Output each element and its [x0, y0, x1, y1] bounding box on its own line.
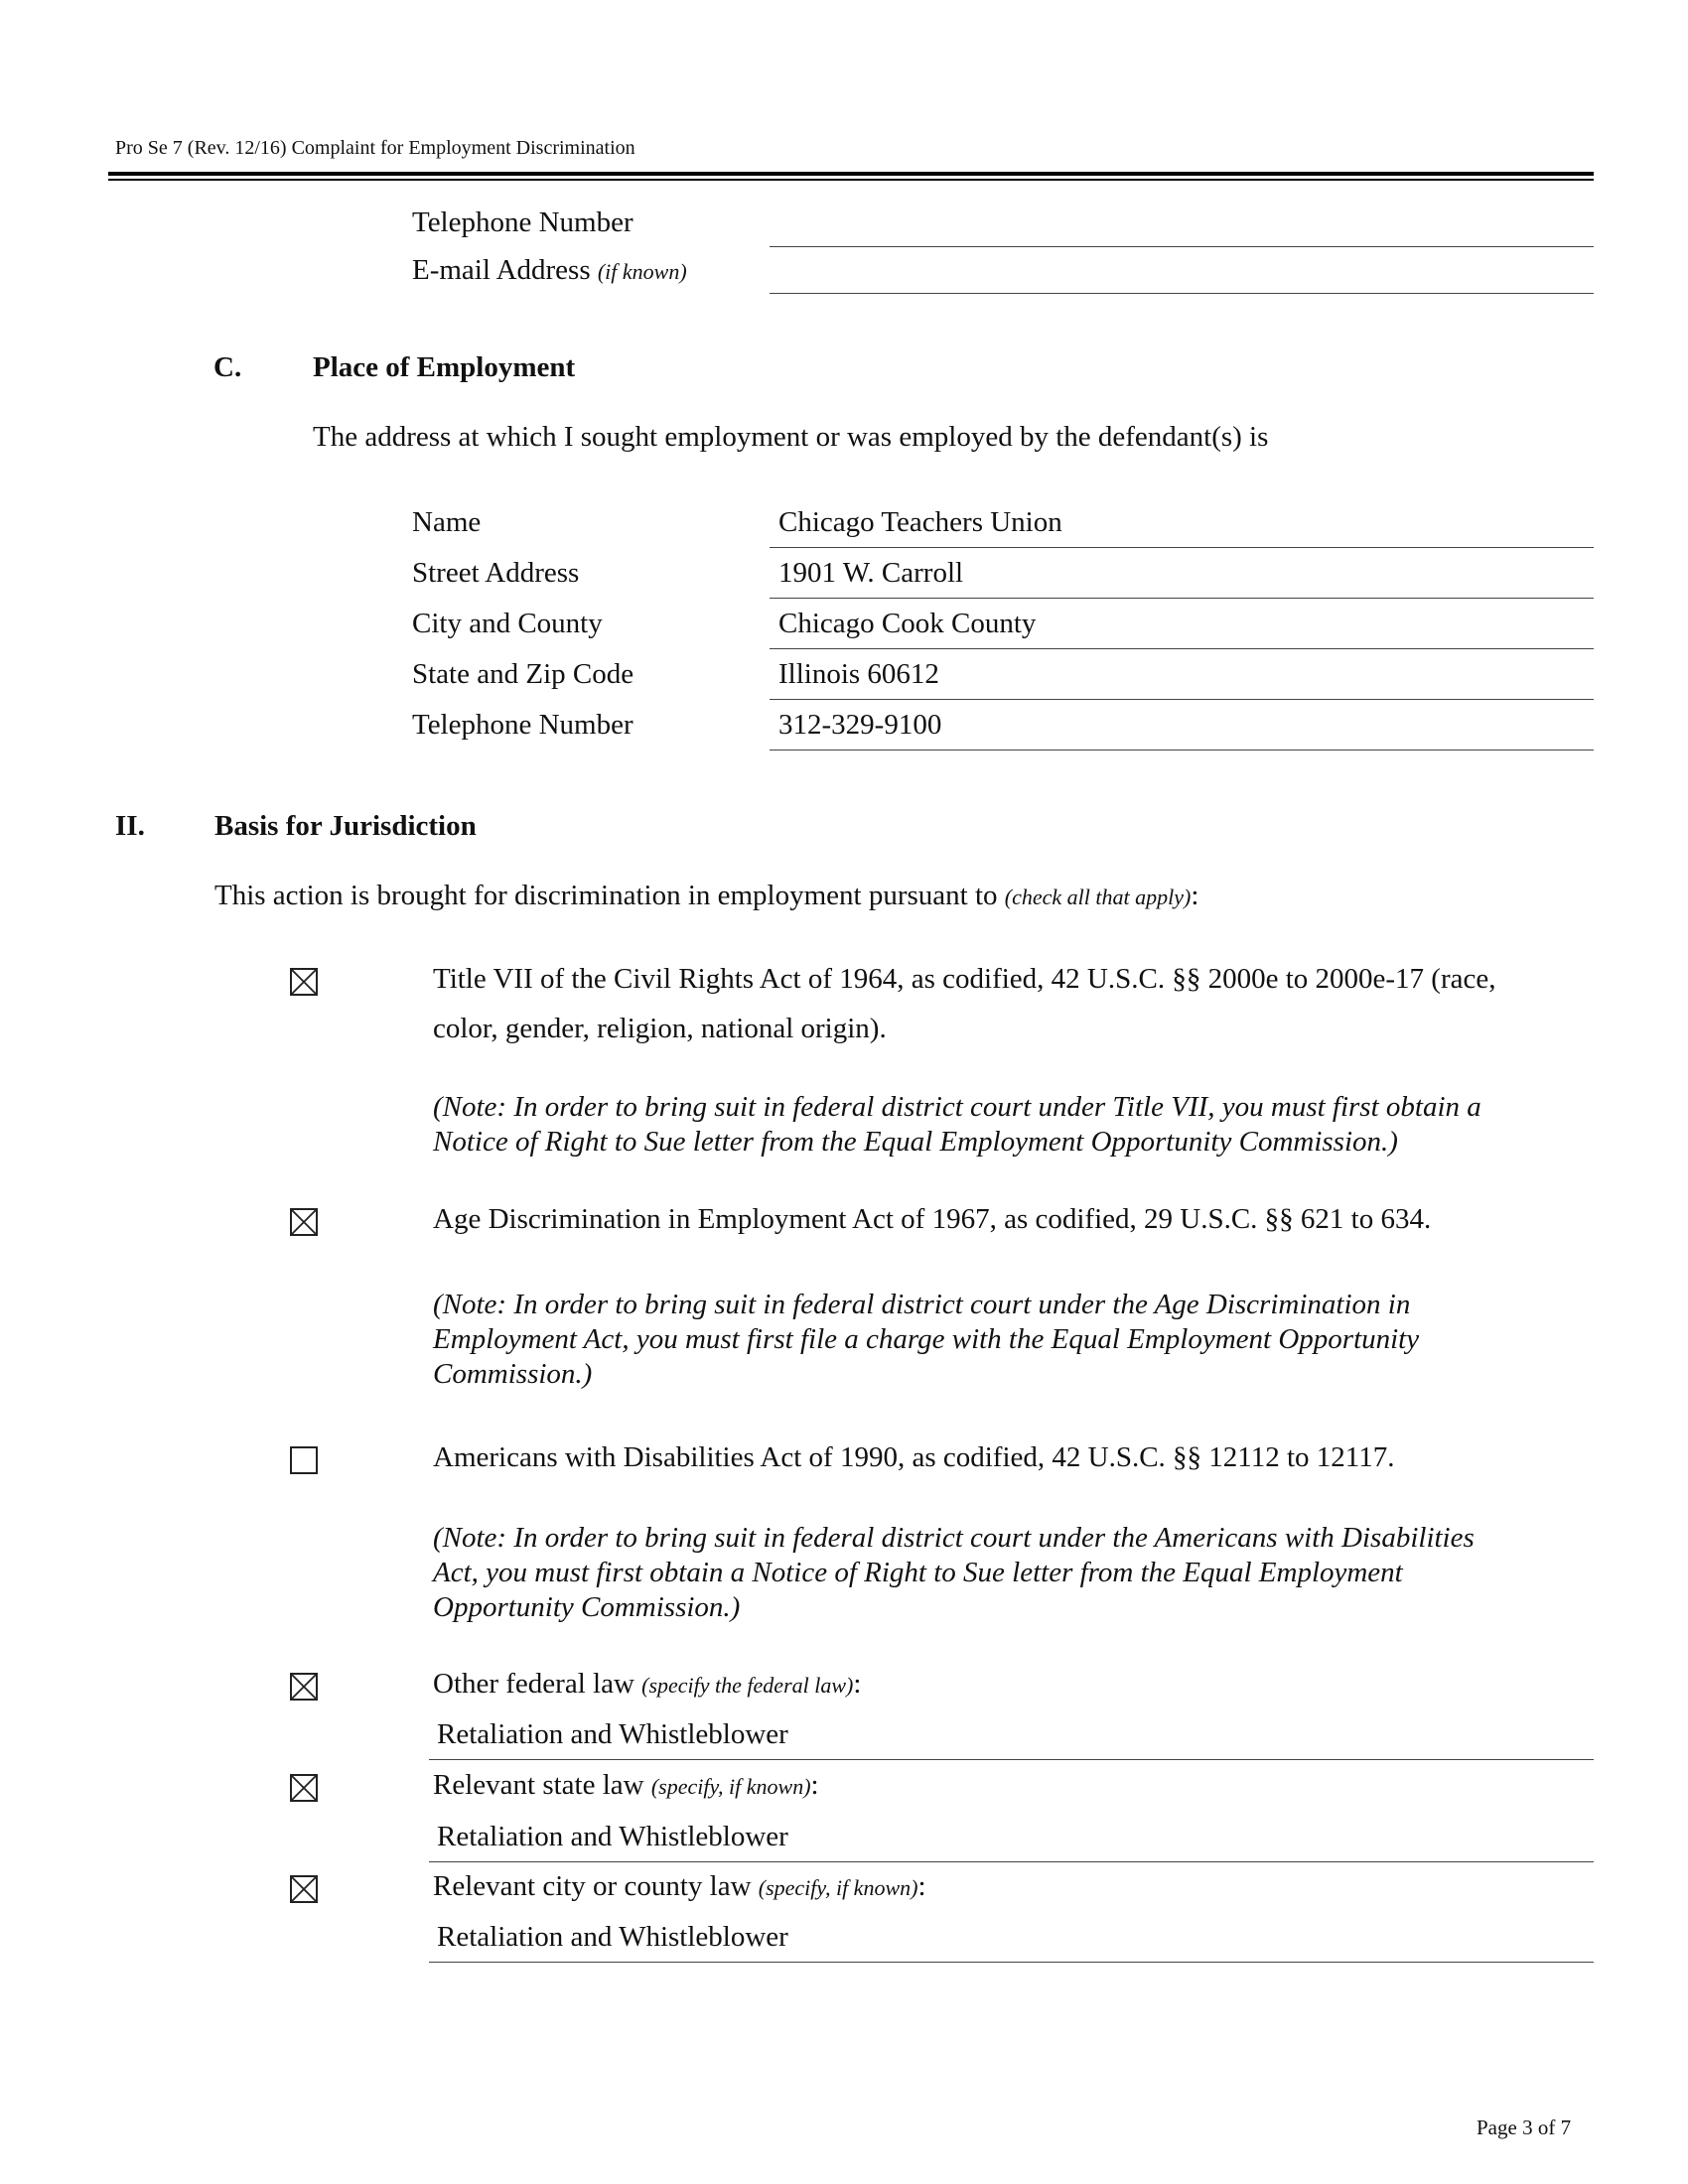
state-law-suffix: : — [810, 1769, 819, 1801]
email-field-line — [770, 293, 1594, 294]
state-law-line — [429, 1861, 1594, 1862]
other-federal-law-label — [433, 1668, 861, 1701]
state-zip-label: State and Zip Code — [412, 658, 634, 690]
section-ii-intro-hint: (check all that apply) — [1004, 885, 1192, 909]
telephone-label: Telephone Number — [412, 206, 633, 238]
city-county-law-value[interactable]: Retaliation and Whistleblower — [437, 1921, 788, 1953]
checkbox-x-icon — [292, 1210, 316, 1234]
street-address-value[interactable]: 1901 W. Carroll — [778, 557, 964, 589]
email-label-text: E-mail Address — [412, 254, 591, 286]
city-county-law-label — [433, 1870, 926, 1903]
other-federal-law-label-text: Other federal law — [433, 1668, 634, 1700]
city-county-law-hint: (specify, if known) — [758, 1875, 918, 1900]
header-rule-thin — [108, 179, 1594, 181]
employer-telephone-label: Telephone Number — [412, 709, 633, 741]
city-county-value[interactable]: Chicago Cook County — [778, 608, 1037, 639]
city-county-label: City and County — [412, 608, 603, 639]
page-number: Page 3 of 7 — [1477, 2116, 1572, 2139]
checkbox-x-icon — [292, 1776, 316, 1800]
telephone-field-line — [770, 246, 1594, 247]
other-federal-law-suffix: : — [853, 1668, 862, 1700]
street-address-label: Street Address — [412, 557, 580, 589]
email-label — [412, 254, 687, 287]
section-ii-intro — [214, 880, 1198, 912]
employer-name-line — [770, 547, 1594, 548]
employer-telephone-line — [770, 750, 1594, 751]
other-federal-law-checkbox[interactable] — [290, 1673, 318, 1701]
state-law-value[interactable]: Retaliation and Whistleblower — [437, 1821, 788, 1852]
section-ii-numeral: II. — [115, 810, 145, 842]
city-county-law-suffix: : — [917, 1870, 926, 1902]
state-law-label-text: Relevant state law — [433, 1769, 644, 1801]
header-rule — [108, 172, 1594, 176]
adea-note: (Note: In order to bring suit in federal district court under the Age Discrimination in Employment Act, you must first file a charge with the Equal Employment Opportunity Commission.) — [433, 1289, 1420, 1390]
city-county-law-label-text: Relevant city or county law — [433, 1870, 752, 1902]
section-ii-intro-text: This action is brought for discrimination in employment pursuant to — [214, 880, 998, 911]
state-law-label — [433, 1769, 819, 1802]
title-vii-checkbox[interactable] — [290, 968, 318, 996]
checkbox-x-icon — [292, 1675, 316, 1699]
state-law-checkbox[interactable] — [290, 1774, 318, 1802]
section-ii-intro-suffix: : — [1191, 880, 1199, 911]
other-federal-law-hint: (specify the federal law) — [641, 1673, 854, 1698]
adea-text: Age Discrimination in Employment Act of 1967, as codified, 29 U.S.C. §§ 621 to 634. — [433, 1203, 1432, 1235]
state-zip-line — [770, 699, 1594, 700]
title-vii-text-line1: Title VII of the Civil Rights Act of 1964, as codified, 42 U.S.C. §§ 2000e to 2000e-17 (race, — [433, 963, 1496, 995]
city-county-law-checkbox[interactable] — [290, 1875, 318, 1903]
checkbox-x-icon — [292, 970, 316, 994]
checkbox-x-icon — [292, 1877, 316, 1901]
employer-telephone-value[interactable]: 312-329-9100 — [778, 709, 942, 741]
section-ii-title: Basis for Jurisdiction — [214, 810, 477, 842]
email-hint: (if known) — [597, 259, 687, 284]
section-c-letter: C. — [213, 351, 242, 383]
section-c-intro: The address at which I sought employment or was employed by the defendant(s) is — [313, 421, 1269, 453]
other-federal-law-line — [429, 1759, 1594, 1760]
section-c-title: Place of Employment — [313, 351, 576, 383]
street-address-line — [770, 598, 1594, 599]
title-vii-text-line2: color, gender, religion, national origin). — [433, 1013, 887, 1044]
adea-checkbox[interactable] — [290, 1208, 318, 1236]
employer-name-label: Name — [412, 506, 482, 538]
city-county-line — [770, 648, 1594, 649]
state-law-hint: (specify, if known) — [650, 1774, 811, 1799]
ada-note: (Note: In order to bring suit in federal district court under the Americans with Disabilities Act, you must first obtain a Notice of Right to Sue letter from the Equal Employment Opportunity Commission.) — [433, 1522, 1475, 1623]
form-header-title: Pro Se 7 (Rev. 12/16) Complaint for Employment Discrimination — [115, 137, 635, 159]
title-vii-note: (Note: In order to bring suit in federal district court under Title VII, you must first obtain a Notice of Right to Sue letter from the Equal Employment Opportunity Commission.) — [433, 1091, 1481, 1158]
ada-text: Americans with Disabilities Act of 1990, as codified, 42 U.S.C. §§ 12112 to 12117. — [433, 1441, 1395, 1473]
city-county-law-line — [429, 1962, 1594, 1963]
employer-name-value[interactable]: Chicago Teachers Union — [778, 506, 1062, 538]
ada-checkbox[interactable] — [290, 1446, 318, 1474]
state-zip-value[interactable]: Illinois 60612 — [778, 658, 939, 690]
other-federal-law-value[interactable]: Retaliation and Whistleblower — [437, 1718, 788, 1750]
